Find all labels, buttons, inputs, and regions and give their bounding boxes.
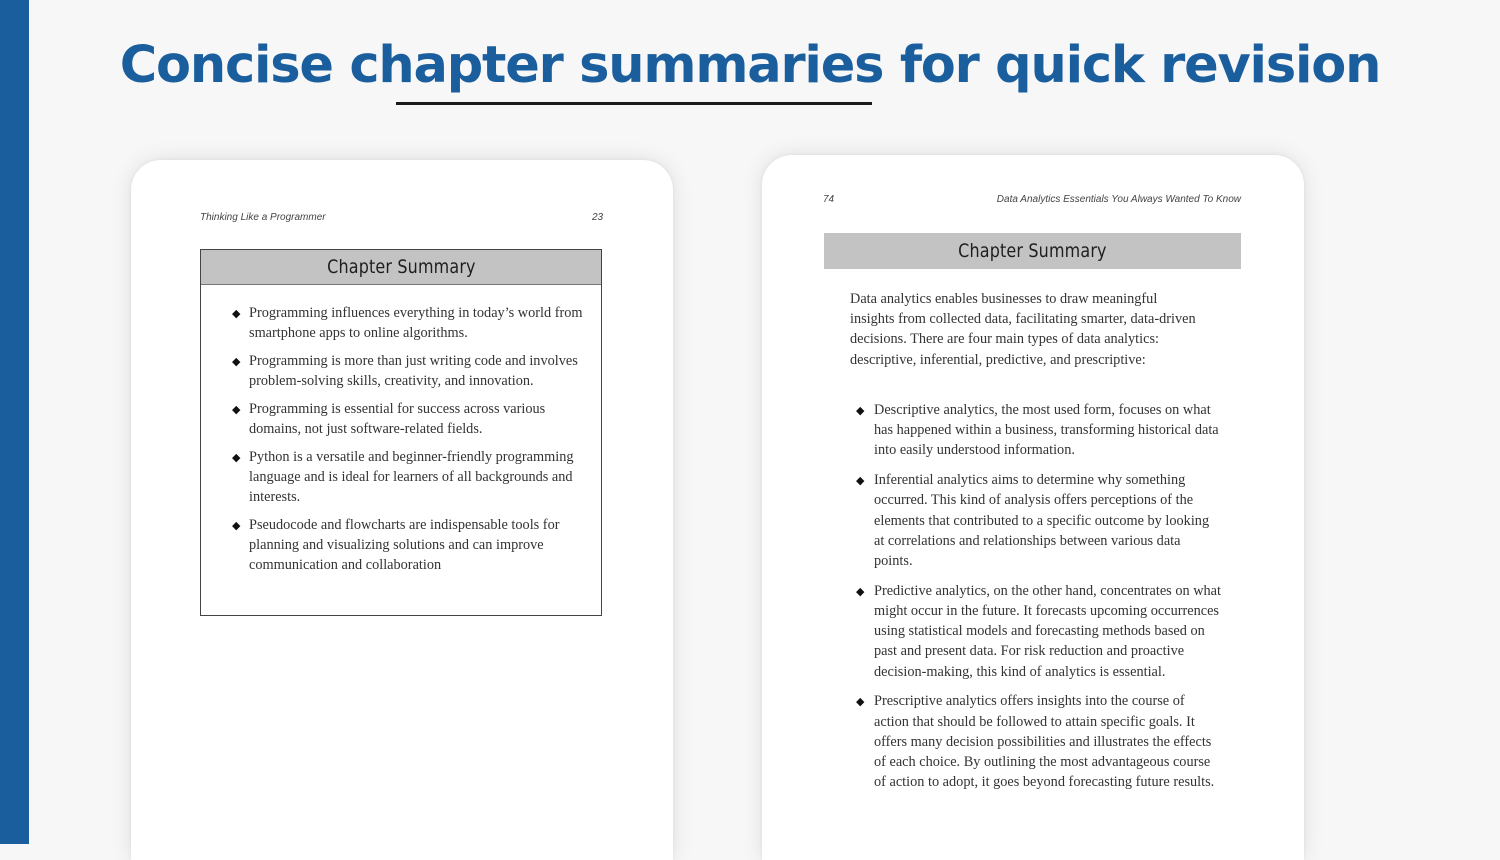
diamond-bullet-icon: ◆	[232, 356, 241, 368]
book-page-left	[131, 160, 673, 860]
list-item	[856, 581, 1222, 682]
diamond-bullet-icon: ◆	[232, 404, 241, 416]
list-item	[232, 351, 591, 391]
list-item-text: Python is a versatile and beginner-friendly programming language and is ideal for learners of all backgrounds and interests.	[249, 449, 574, 505]
diamond-bullet-icon: ◆	[232, 308, 241, 320]
summary-title-bar	[201, 250, 601, 285]
list-item	[856, 691, 1222, 792]
diamond-bullet-icon: ◆	[232, 520, 241, 532]
summary-title: Chapter Summary	[326, 256, 476, 278]
list-item-text: Predictive analytics, on the other hand, concentrates on what might occur in the future. It forecasts upcoming occurrences using statistical models and forecasting methods based on past and present data. For risk reduction and proactive decision-making, this kind of analytics is essential.	[874, 582, 1221, 680]
list-item-text: Inferential analytics aims to determine why something occurred. This kind of analysis offers perceptions of the elements that contributed to a specific outcome by looking at correlations and relationships between various data points.	[874, 472, 1210, 570]
list-item-text: Programming influences everything in today’s world from smartphone apps to online algorithms.	[249, 305, 583, 341]
list-item	[856, 400, 1222, 461]
diamond-bullet-icon: ◆	[856, 475, 865, 488]
list-item-text: Programming is essential for success across various domains, not just software-related fields.	[249, 401, 546, 437]
diamond-bullet-icon: ◆	[232, 452, 241, 464]
summary-intro-paragraph: Data analytics enables businesses to draw meaningful insights from collected data, facilitating smarter, data-driven decisions. There are four main types of data analytics: descriptive, inferential, predictive, and prescriptive:	[850, 291, 1196, 368]
list-item	[232, 303, 591, 343]
summary-title: Chapter Summary	[958, 240, 1107, 262]
list-item-text: Descriptive analytics, the most used form, focuses on what has happened within a business, transforming historical data into easily understood information.	[874, 402, 1219, 459]
headline-part-1: Concise	[119, 36, 350, 95]
list-item	[232, 515, 591, 575]
book-page-right	[762, 155, 1304, 860]
diamond-bullet-icon: ◆	[856, 696, 865, 709]
list-item	[232, 447, 591, 507]
chapter-summary-box	[200, 249, 602, 616]
headline-emphasis: chapter summaries	[349, 36, 884, 95]
running-title: Data Analytics Essentials You Always Wanted To Know	[996, 194, 1241, 205]
list-item-text: Programming is more than just writing code and involves problem-solving skills, creativity, and innovation.	[249, 353, 578, 389]
diamond-bullet-icon: ◆	[856, 405, 865, 417]
running-title: Thinking Like a Programmer	[200, 212, 326, 223]
list-item-text: Prescriptive analytics offers insights into the course of action that should be followed to attain specific goals. It offers many decision possibilities and illustrates the effects of each choice. By outlining the most advantageous course of action to adopt, it goes beyond forecasting future results.	[874, 693, 1215, 791]
accent-side-bar	[0, 0, 29, 844]
page-headline	[0, 36, 1500, 95]
summary-title-bar	[824, 233, 1241, 269]
list-item	[856, 470, 1222, 571]
page-number: 74	[823, 194, 835, 205]
list-item	[232, 399, 591, 439]
summary-bullet-list	[856, 400, 1222, 802]
list-item-text: Pseudocode and flowcharts are indispensable tools for planning and visualizing solutions and can improve communication and collaboration	[249, 517, 560, 573]
headline-underline	[396, 102, 872, 105]
page-number: 23	[592, 212, 604, 223]
summary-bullet-list	[232, 303, 591, 583]
diamond-bullet-icon: ◆	[856, 585, 865, 598]
headline-part-3: for quick revision	[883, 36, 1381, 95]
